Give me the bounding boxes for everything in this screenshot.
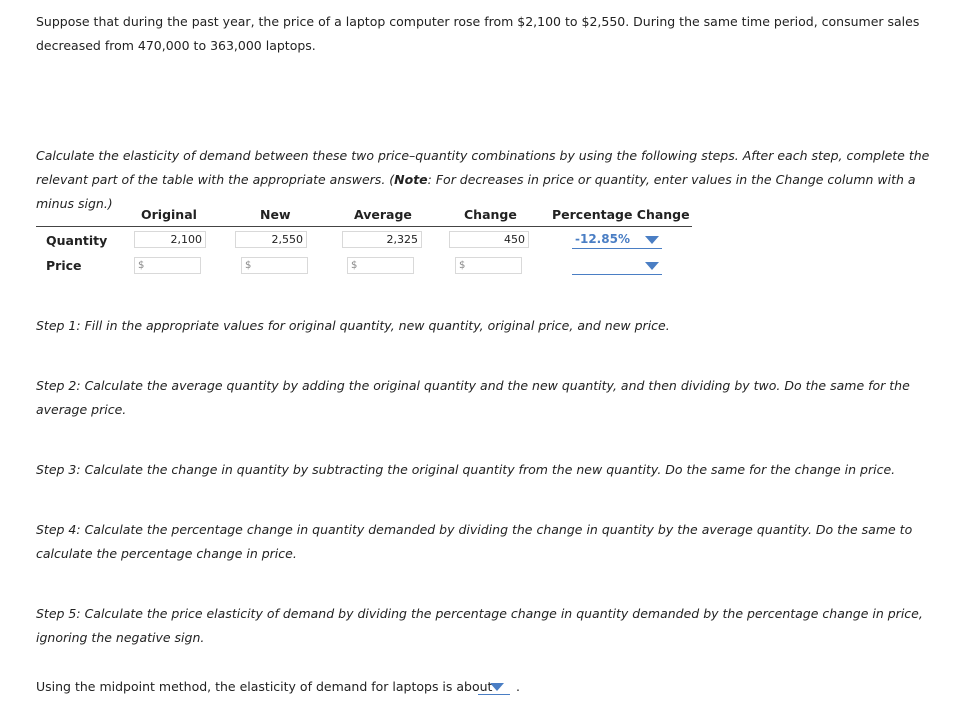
dollar-sign: $ bbox=[351, 260, 358, 271]
final-period: . bbox=[516, 679, 520, 694]
quantity-average-input[interactable]: 2,325 bbox=[342, 231, 422, 248]
header-average: Average bbox=[354, 207, 412, 222]
row-label-price: Price bbox=[46, 258, 82, 273]
dollar-sign: $ bbox=[459, 260, 466, 271]
header-change: Change bbox=[464, 207, 517, 222]
quantity-new-input[interactable]: 2,550 bbox=[235, 231, 307, 248]
note-label: Note bbox=[394, 172, 428, 187]
dollar-sign: $ bbox=[245, 260, 252, 271]
quantity-original-input[interactable]: 2,100 bbox=[134, 231, 206, 248]
dollar-sign: $ bbox=[138, 260, 145, 271]
price-original-input[interactable] bbox=[134, 257, 201, 274]
chevron-down-icon bbox=[490, 683, 504, 691]
price-new-input[interactable] bbox=[241, 257, 308, 274]
header-new: New bbox=[260, 207, 291, 222]
quantity-pct-change-dropdown[interactable] bbox=[572, 231, 662, 249]
step-1: Step 1: Fill in the appropriate values for original quantity, new quantity, original price, and new price. bbox=[36, 318, 670, 333]
final-question-text: Using the midpoint method, the elasticity of demand for laptops is about bbox=[36, 679, 493, 694]
header-percentage-change: Percentage Change bbox=[552, 207, 690, 222]
elasticity-table bbox=[36, 200, 696, 280]
step-3: Step 3: Calculate the change in quantity by subtracting the original quantity from the new quantity. Do the same for the change in price. bbox=[36, 462, 896, 477]
quantity-change-input[interactable]: 450 bbox=[449, 231, 529, 248]
header-original: Original bbox=[141, 207, 197, 222]
step-2: Step 2: Calculate the average quantity by adding the original quantity and the new quantity, and then dividing by two. Do the same for the average price. bbox=[36, 378, 910, 417]
chevron-down-icon bbox=[645, 262, 659, 270]
step-5: Step 5: Calculate the price elasticity of demand by dividing the percentage change in quantity demanded by the percentage change in price, ignoring the negative sign. bbox=[36, 606, 923, 645]
chevron-down-icon bbox=[645, 236, 659, 244]
intro-paragraph: Suppose that during the past year, the price of a laptop computer rose from $2,100 to $2,550. During the same time period, consumer sales decreased from 470,000 to 363,000 laptops. bbox=[36, 14, 920, 53]
price-average-input[interactable] bbox=[347, 257, 414, 274]
instructions-part1: Calculate the elasticity of demand between these two price–quantity combinations by using the following steps. After each step, complete the relevant part of the table with the appropriate answers. ( bbox=[36, 148, 930, 187]
header-divider bbox=[36, 226, 692, 227]
price-change-input[interactable] bbox=[455, 257, 522, 274]
quantity-pct-change-value: -12.85% bbox=[575, 232, 630, 246]
row-label-quantity: Quantity bbox=[46, 233, 108, 248]
step-4: Step 4: Calculate the percentage change in quantity demanded by dividing the change in quantity by the average quantity. Do the same to calculate the percentage change in price. bbox=[36, 522, 913, 561]
price-pct-change-dropdown[interactable] bbox=[572, 257, 662, 275]
instructions-part2: : For decreases in price or quantity, enter values in the Change column with a minus sign.) bbox=[36, 172, 916, 211]
elasticity-answer-dropdown[interactable] bbox=[478, 679, 510, 695]
